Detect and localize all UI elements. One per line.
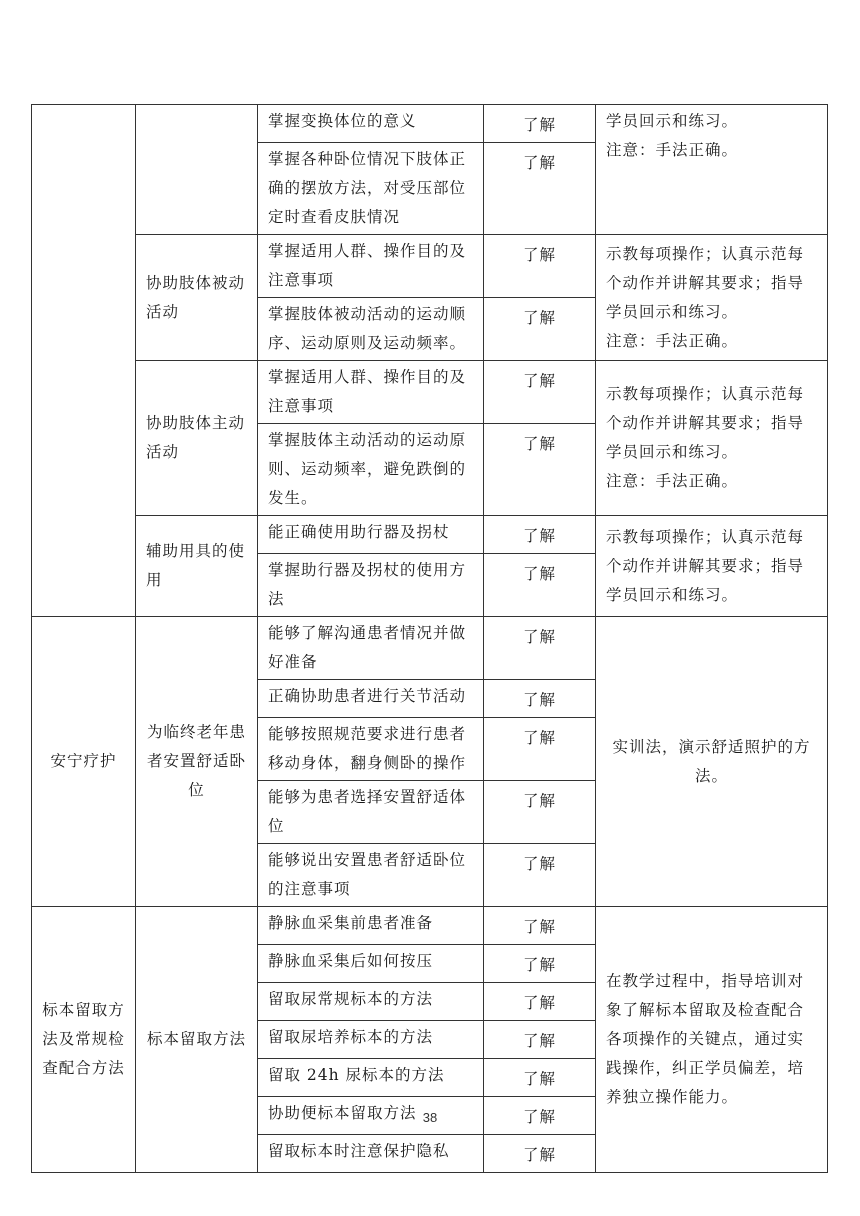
- level-cell: 了解: [484, 617, 596, 680]
- item-cell: 静脉血采集前患者准备: [258, 907, 484, 945]
- item-cell: 能够了解沟通患者情况并做好准备: [258, 617, 484, 680]
- level-cell: 了解: [484, 680, 596, 718]
- level-cell: 了解: [484, 143, 596, 235]
- level-cell: 了解: [484, 945, 596, 983]
- module-cell: 安宁疗护: [32, 617, 136, 907]
- level-cell: 了解: [484, 983, 596, 1021]
- level-cell: 了解: [484, 516, 596, 554]
- table-row: [32, 361, 828, 424]
- item-cell: 能够按照规范要求进行患者移动身体，翻身侧卧的操作: [258, 718, 484, 781]
- method-cell: 示教每项操作；认真示范每个动作并讲解其要求；指导学员回示和练习。 注意：手法正确。: [596, 361, 828, 516]
- level-cell: 了解: [484, 235, 596, 298]
- item-cell: 掌握变换体位的意义: [258, 105, 484, 143]
- item-cell: 正确协助患者进行关节活动: [258, 680, 484, 718]
- task-cell: [136, 105, 258, 235]
- method-cell: 示教每项操作；认真示范每个动作并讲解其要求；指导学员回示和练习。: [596, 516, 828, 617]
- curriculum-table: [31, 104, 828, 1173]
- method-cell: 在教学过程中，指导培训对象了解标本留取及检查配合各项操作的关键点，通过实践操作，纠正学员偏差，培养独立操作能力。: [596, 907, 828, 1173]
- item-cell: 留取尿常规标本的方法: [258, 983, 484, 1021]
- item-cell: 掌握适用人群、操作目的及注意事项: [258, 235, 484, 298]
- item-cell: 能够说出安置患者舒适卧位的注意事项: [258, 844, 484, 907]
- item-cell: 掌握肢体主动活动的运动原则、运动频率，避免跌倒的发生。: [258, 424, 484, 516]
- table-row: [32, 907, 828, 945]
- level-cell: 了解: [484, 1097, 596, 1135]
- item-cell: 掌握助行器及拐杖的使用方法: [258, 554, 484, 617]
- level-cell: 了解: [484, 1135, 596, 1173]
- level-cell: 了解: [484, 781, 596, 844]
- level-cell: 了解: [484, 105, 596, 143]
- table-row: [32, 617, 828, 680]
- module-cell: 标本留取方法及常规检查配合方法: [32, 907, 136, 1173]
- method-cell: 学员回示和练习。 注意：手法正确。: [596, 105, 828, 235]
- level-cell: 了解: [484, 554, 596, 617]
- item-cell: 能够为患者选择安置舒适体位: [258, 781, 484, 844]
- task-cell: 协助肢体主动活动: [136, 361, 258, 516]
- level-cell: 了解: [484, 718, 596, 781]
- table-row: [32, 516, 828, 554]
- level-cell: 了解: [484, 424, 596, 516]
- item-cell: 掌握各种卧位情况下肢体正确的摆放方法，对受压部位定时查看皮肤情况: [258, 143, 484, 235]
- method-cell: 示教每项操作；认真示范每个动作并讲解其要求；指导学员回示和练习。 注意：手法正确。: [596, 235, 828, 361]
- task-cell: 协助肢体被动活动: [136, 235, 258, 361]
- module-cell: [32, 105, 136, 617]
- item-cell: 留取尿培养标本的方法: [258, 1021, 484, 1059]
- task-cell: 为临终老年患者安置舒适卧位: [136, 617, 258, 907]
- page-number: 38: [422, 1110, 438, 1125]
- table-row: [32, 105, 828, 143]
- table-row: [32, 235, 828, 298]
- task-cell: 辅助用具的使用: [136, 516, 258, 617]
- item-cell: 留取标本时注意保护隐私: [258, 1135, 484, 1173]
- level-cell: 了解: [484, 844, 596, 907]
- item-cell: 静脉血采集后如何按压: [258, 945, 484, 983]
- item-cell: 协助便标本留取方法: [258, 1097, 484, 1135]
- level-cell: 了解: [484, 907, 596, 945]
- level-cell: 了解: [484, 1021, 596, 1059]
- task-cell: 标本留取方法: [136, 907, 258, 1173]
- level-cell: 了解: [484, 1059, 596, 1097]
- item-cell: 掌握肢体被动活动的运动顺序、运动原则及运动频率。: [258, 298, 484, 361]
- item-cell: 掌握适用人群、操作目的及注意事项: [258, 361, 484, 424]
- method-cell: 实训法，演示舒适照护的方法。: [596, 617, 828, 907]
- level-cell: 了解: [484, 361, 596, 424]
- item-cell: 留取 24h 尿标本的方法: [258, 1059, 484, 1097]
- item-cell: 能正确使用助行器及拐杖: [258, 516, 484, 554]
- level-cell: 了解: [484, 298, 596, 361]
